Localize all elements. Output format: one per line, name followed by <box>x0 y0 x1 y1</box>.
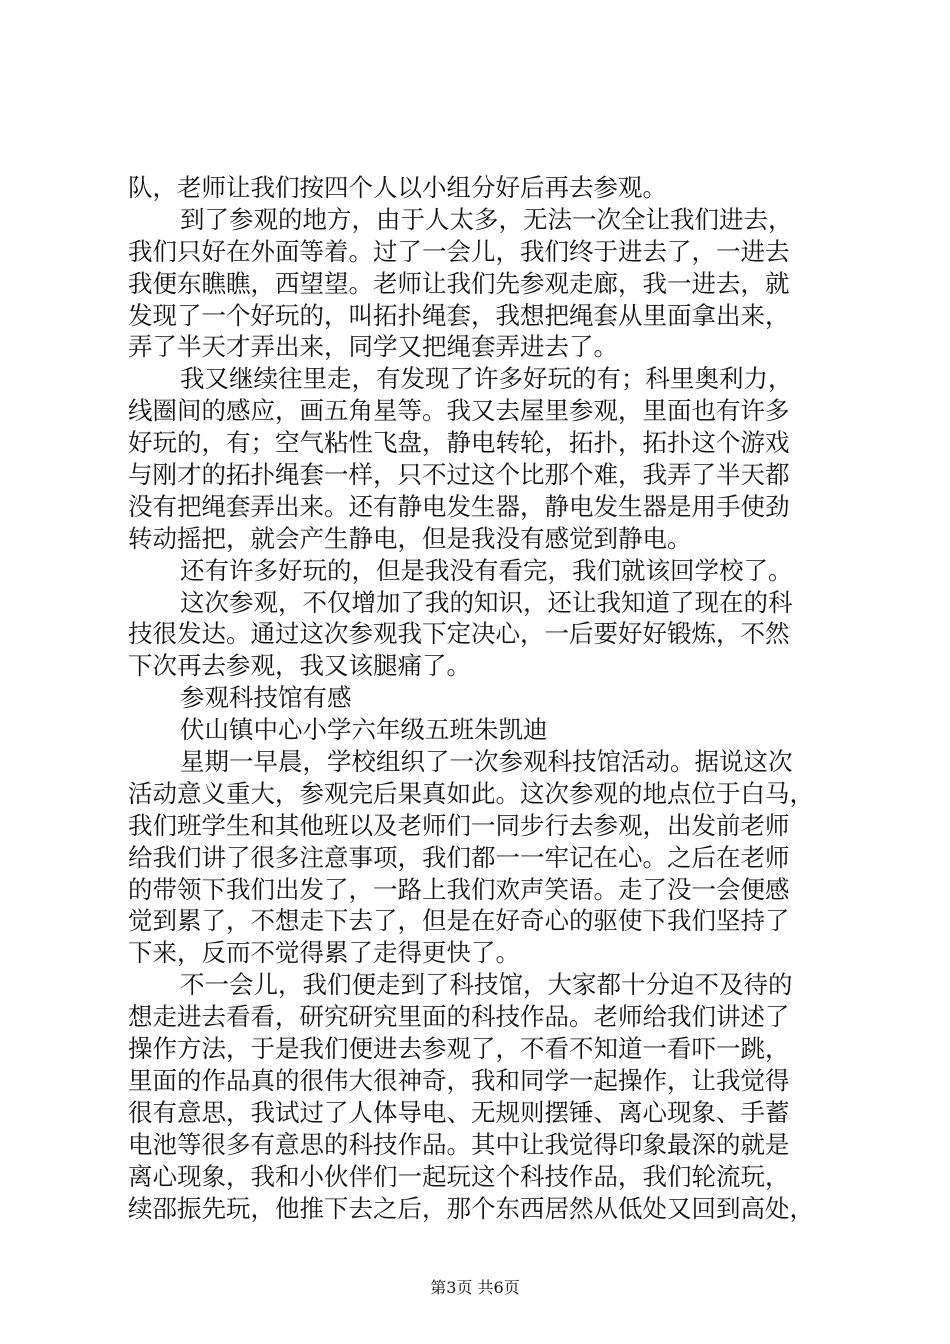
text-line: 电池等很多有意思的科技作品。其中让我觉得印象最深的就是 <box>128 1129 790 1159</box>
text-line: 还有许多好玩的，但是我没有看完，我们就该回学校了。 <box>180 555 793 585</box>
text-line: 转动摇把，就会产生静电，但是我没有感觉到静电。 <box>128 523 692 553</box>
text-line: 操作方法，于是我们便进去参观了，不看不知道一看吓一跳， <box>128 1034 790 1064</box>
text-line: 星期一早晨，学校组织了一次参观科技馆活动。据说这次 <box>180 747 793 777</box>
text-line: 队，老师让我们按四个人以小组分好后再去参观。 <box>128 173 667 202</box>
text-line: 想走进去看看，研究研究里面的科技作品。老师给我们讲述了 <box>128 1002 790 1032</box>
text-line: 我便东瞧瞧，西望望。老师让我们先参观走廊，我一进去，就 <box>128 268 790 298</box>
text-line: 这次参观，不仅增加了我的知识，还让我知道了现在的科 <box>180 587 793 617</box>
text-line: 弄了半天才弄出来，同学又把绳套弄进去了。 <box>128 332 618 362</box>
text-line: 好玩的，有；空气粘性飞盘，静电转轮，拓扑，拓扑这个游戏 <box>128 428 790 458</box>
text-line: 续邵振先玩，他推下去之后，那个东西居然从低处又回到高处， <box>128 1193 814 1223</box>
text-line: 与刚才的拓扑绳套一样，只不过这个比那个难，我弄了半天都 <box>128 460 790 490</box>
page-number: 第3页 共6页 <box>430 1278 520 1297</box>
text-line: 的带领下我们出发了，一路上我们欢声笑语。走了没一会便感 <box>128 874 790 904</box>
text-line: 觉到累了，不想走下去了，但是在好奇心的驱使下我们坚持了 <box>128 906 790 936</box>
document-body <box>128 172 828 1224</box>
text-line: 没有把绳套弄出来。还有静电发生器，静电发生器是用手使劲 <box>128 491 790 521</box>
text-line: 伏山镇中心小学六年级五班朱凯迪 <box>180 715 548 745</box>
page-footer <box>0 1278 950 1298</box>
text-line: 技很发达。通过这次参观我下定决心，一后要好好锻炼，不然 <box>128 619 790 649</box>
text-line: 里面的作品真的很伟大很神奇，我和同学一起操作，让我觉得 <box>128 1065 790 1095</box>
text-line: 不一会儿，我们便走到了科技馆，大家都十分迫不及待的 <box>180 970 793 1000</box>
text-line: 活动意义重大，参观完后果真如此。这次参观的地点位于白马， <box>128 778 814 808</box>
text-line: 线圈间的感应，画五角星等。我又去屋里参观，里面也有许多 <box>128 396 790 426</box>
text-line: 下次再去参观，我又该腿痛了。 <box>128 651 471 681</box>
text-line: 离心现象，我和小伙伴们一起玩这个科技作品，我们轮流玩， <box>128 1161 790 1191</box>
text-line: 给我们讲了很多注意事项，我们都一一牢记在心。之后在老师 <box>128 842 790 872</box>
text-line: 下来，反而不觉得累了走得更快了。 <box>128 938 520 968</box>
text-line: 参观科技馆有感 <box>180 683 352 713</box>
text-line: 很有意思，我试过了人体导电、无规则摆锤、离心现象、手蓄 <box>128 1097 790 1127</box>
text-line: 发现了一个好玩的，叫拓扑绳套，我想把绳套从里面拿出来， <box>128 300 790 330</box>
text-line: 我又继续往里走，有发现了许多好玩的有；科里奥利力， <box>180 364 793 394</box>
text-line: 到了参观的地方，由于人太多，无法一次全让我们进去， <box>180 204 793 234</box>
text-line: 我们只好在外面等着。过了一会儿，我们终于进去了，一进去 <box>128 236 790 266</box>
text-line: 我们班学生和其他班以及老师们一同步行去参观，出发前老师 <box>128 810 790 840</box>
